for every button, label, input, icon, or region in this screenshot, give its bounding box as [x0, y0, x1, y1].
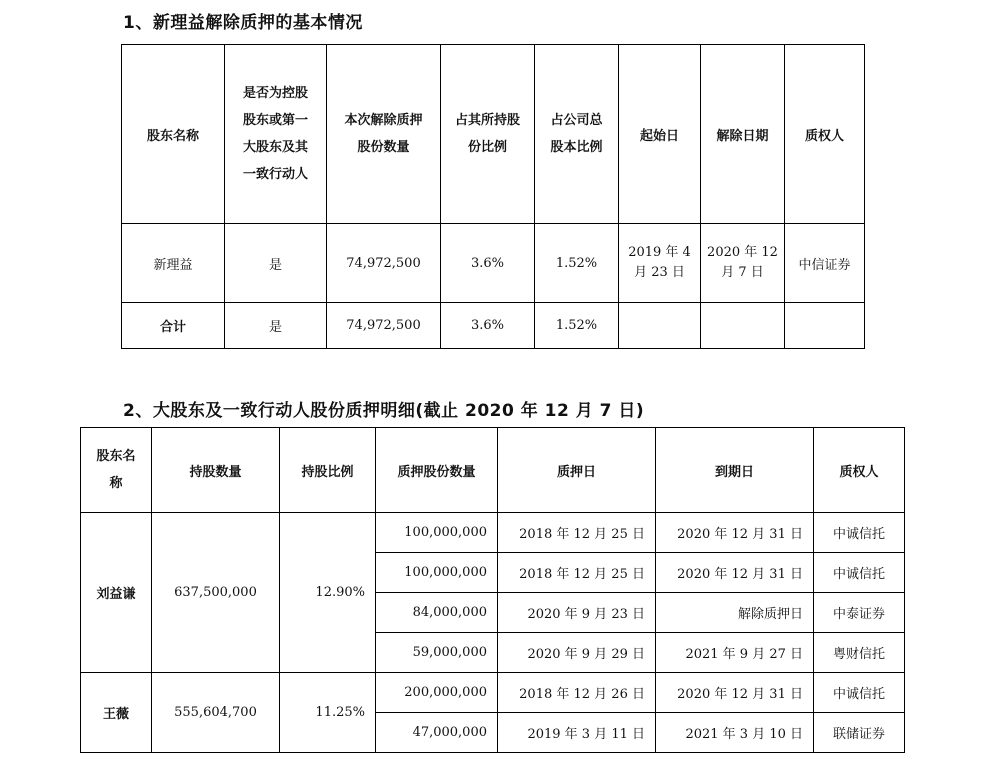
header-due-date: 到期日	[656, 428, 814, 513]
cell-due-date: 2021 年 9 月 27 日	[656, 633, 814, 673]
release-pledge-table	[121, 44, 865, 349]
header-pledgee: 质权人	[814, 428, 905, 513]
header-shareholder-name	[81, 428, 152, 513]
cell-pledge-date: 2018 年 12 月 26 日	[498, 673, 656, 713]
cell-pledgee: 中诚信托	[814, 673, 905, 713]
header-pct-own	[441, 45, 535, 224]
header-release-qty-line: 股份数量	[357, 140, 410, 155]
header-pledgee: 质权人	[785, 45, 865, 224]
cell-pledgee: 联储证券	[814, 713, 905, 753]
cell-due-date: 2021 年 3 月 10 日	[656, 713, 814, 753]
cell-pledgee: 中信证券	[785, 224, 865, 303]
cell-total-start-date	[619, 303, 701, 349]
cell-start-date-line: 月 23 日	[634, 265, 685, 280]
cell-release-date-line: 2020 年 12	[707, 245, 778, 260]
section-1-title: 1、新理益解除质押的基本情况	[123, 13, 363, 33]
cell-holding-pct: 11.25%	[280, 673, 376, 753]
header-shareholder-name: 股东名称	[122, 45, 225, 224]
table1-total-row	[122, 303, 865, 349]
cell-pledgee: 中诚信托	[814, 513, 905, 553]
cell-due-date: 2020 年 12 月 31 日	[656, 513, 814, 553]
cell-pledge-qty: 100,000,000	[376, 513, 498, 553]
cell-start-date	[619, 224, 701, 303]
header-holding-qty: 持股数量	[152, 428, 280, 513]
header-is-controlling-line: 一致行动人	[242, 167, 308, 182]
header-start-date: 起始日	[619, 45, 701, 224]
cell-pledge-date: 2020 年 9 月 23 日	[498, 593, 656, 633]
cell-holding-qty: 555,604,700	[152, 673, 280, 753]
cell-pledge-date: 2018 年 12 月 25 日	[498, 513, 656, 553]
cell-holding-pct: 12.90%	[280, 513, 376, 673]
table-row	[81, 513, 905, 553]
cell-pledge-date: 2018 年 12 月 25 日	[498, 553, 656, 593]
cell-holder-name: 王薇	[81, 673, 152, 753]
header-pct-total-line: 股本比例	[550, 140, 603, 155]
cell-total-label: 合计	[122, 303, 225, 349]
cell-due-date: 2020 年 12 月 31 日	[656, 553, 814, 593]
cell-total-is-controlling: 是	[225, 303, 327, 349]
cell-release-date-line: 月 7 日	[721, 265, 764, 280]
cell-pct-total: 1.52%	[535, 224, 619, 303]
cell-pledge-date: 2020 年 9 月 29 日	[498, 633, 656, 673]
header-is-controlling-line: 股东或第一	[242, 113, 308, 128]
header-is-controlling	[225, 45, 327, 224]
cell-total-pct-own: 3.6%	[441, 303, 535, 349]
cell-release-date	[701, 224, 785, 303]
header-shareholder-name-line: 称	[109, 476, 123, 491]
header-pledge-date: 质押日	[498, 428, 656, 513]
cell-pledge-qty: 47,000,000	[376, 713, 498, 753]
header-pct-own-line: 份比例	[467, 140, 507, 155]
table-row	[81, 673, 905, 713]
cell-holding-qty: 637,500,000	[152, 513, 280, 673]
cell-is-controlling: 是	[225, 224, 327, 303]
header-pct-own-line: 占其所持股	[454, 113, 520, 128]
section-2-title: 2、大股东及一致行动人股份质押明细(截止 2020 年 12 月 7 日)	[123, 401, 645, 421]
header-holding-pct: 持股比例	[280, 428, 376, 513]
cell-start-date-line: 2019 年 4	[628, 245, 691, 260]
header-is-controlling-line: 是否为控股	[242, 86, 308, 101]
cell-pledge-date: 2019 年 3 月 11 日	[498, 713, 656, 753]
header-pledge-qty: 质押股份数量	[376, 428, 498, 513]
cell-total-pct-total: 1.52%	[535, 303, 619, 349]
cell-pledgee: 粤财信托	[814, 633, 905, 673]
cell-pledgee: 中诚信托	[814, 553, 905, 593]
header-is-controlling-line: 大股东及其	[242, 140, 308, 155]
header-pct-total	[535, 45, 619, 224]
header-shareholder-name-line: 股东名	[96, 449, 136, 464]
cell-due-date: 2020 年 12 月 31 日	[656, 673, 814, 713]
cell-pledge-qty: 200,000,000	[376, 673, 498, 713]
cell-total-release-date	[701, 303, 785, 349]
header-pct-total-line: 占公司总	[550, 113, 603, 128]
cell-release-qty: 74,972,500	[327, 224, 441, 303]
header-release-date: 解除日期	[701, 45, 785, 224]
cell-total-pledgee	[785, 303, 865, 349]
cell-pledge-qty: 84,000,000	[376, 593, 498, 633]
table-row	[122, 224, 865, 303]
cell-pledgee: 中泰证券	[814, 593, 905, 633]
cell-due-date: 解除质押日	[656, 593, 814, 633]
table2-header-row	[81, 428, 905, 513]
cell-holder-name: 刘益谦	[81, 513, 152, 673]
cell-pledge-qty: 59,000,000	[376, 633, 498, 673]
cell-total-release-qty: 74,972,500	[327, 303, 441, 349]
table1-header-row	[122, 45, 865, 224]
pledge-detail-table	[80, 427, 905, 753]
cell-pct-own: 3.6%	[441, 224, 535, 303]
cell-pledge-qty: 100,000,000	[376, 553, 498, 593]
cell-shareholder-name: 新理益	[122, 224, 225, 303]
header-release-qty	[327, 45, 441, 224]
header-release-qty-line: 本次解除质押	[344, 113, 423, 128]
